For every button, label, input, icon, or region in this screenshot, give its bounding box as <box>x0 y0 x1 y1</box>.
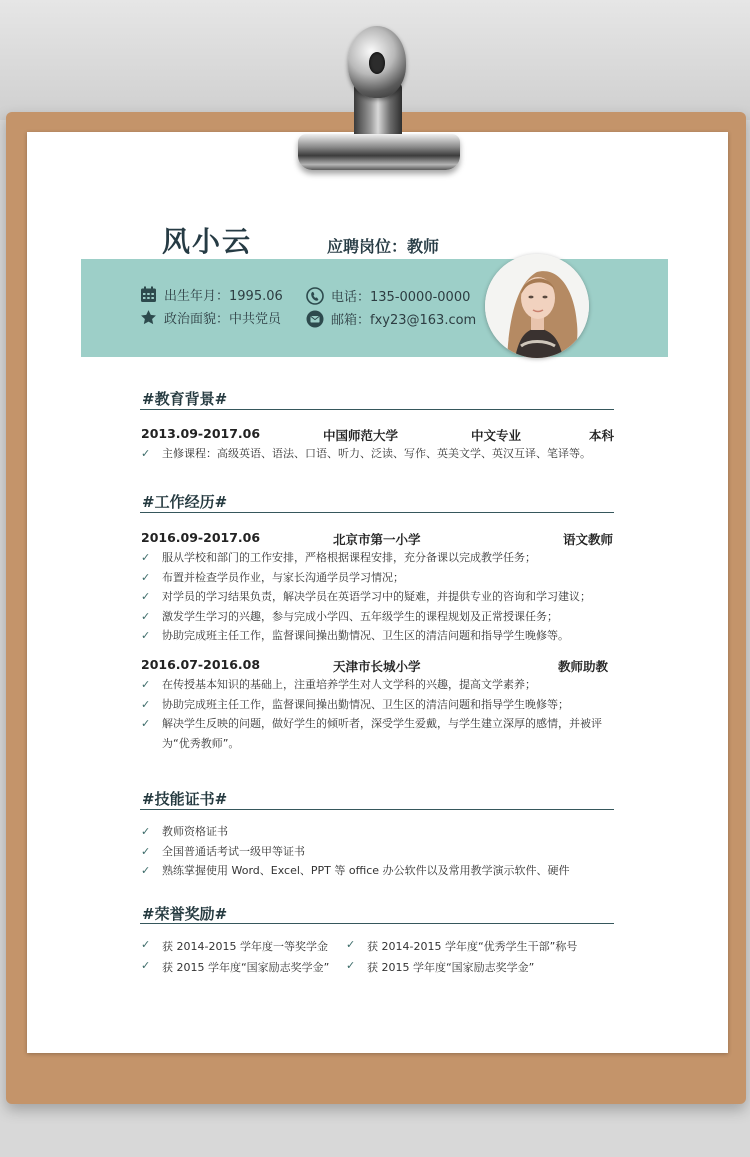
binder-clip <box>296 22 462 172</box>
education-list <box>141 444 621 464</box>
list-item: ✓ 协助完成班主任工作，监督课间操出勤情况、卫生区的清洁问题和指导学生晚修等。 <box>141 626 621 646</box>
job-role: 教师助教 <box>558 659 609 674</box>
section-divider <box>140 923 614 924</box>
job-duties-list <box>141 548 621 646</box>
job-org: 北京市第一小学 <box>333 532 421 547</box>
check-icon: ✓ <box>141 678 151 691</box>
check-icon: ✓ <box>141 717 151 731</box>
birth-info: 出生年月：1995.06 <box>139 285 283 304</box>
check-icon: ✓ <box>141 844 151 858</box>
list-item: ✓ 解决学生反映的问题，做好学生的倾听者，深受学生爱戴，与学生建立深厚的感情，并被评为“优秀教师”。 <box>141 714 621 753</box>
check-icon: ✓ <box>141 864 151 878</box>
section-title-honors: #荣誉奖励# <box>142 905 228 923</box>
star-icon <box>139 309 157 327</box>
education-school: 中国师范大学 <box>323 428 399 443</box>
education-degree: 本科 <box>589 428 615 443</box>
list-item: ✓ 布置并检查学员作业，与家长沟通学员学习情况； <box>141 568 621 588</box>
check-icon: ✓ <box>141 697 151 711</box>
section-divider <box>140 409 614 410</box>
job-date: 2016.09-2017.06 <box>141 530 261 545</box>
email-info: 邮箱：fxy23@163.com <box>306 309 476 328</box>
list-item: ✓ 协助完成班主任工作，监督课间操出勤情况、卫生区的清洁问题和指导学生晚修等； <box>141 695 621 715</box>
check-icon: ✓ <box>346 959 356 972</box>
check-icon: ✓ <box>141 447 151 460</box>
list-item: ✓ 服从学校和部门的工作安排，严格根据课程安排，充分备课以完成教学任务； <box>141 548 621 568</box>
section-divider <box>140 512 614 513</box>
avatar <box>485 254 589 358</box>
phone-info: 电话：135-0000-0000 <box>306 286 470 305</box>
education-major: 中文专业 <box>471 428 522 443</box>
job-duties-list <box>141 675 621 753</box>
list-item: ✓ 对学员的学习结果负责，解决学员在英语学习中的疑难，并提供专业的咨询和学习建议； <box>141 587 621 607</box>
list-item: ✓ 在传授基本知识的基础上，注重培养学生对人文学科的兴趣，提高文学素养； <box>141 675 621 695</box>
check-icon: ✓ <box>141 938 151 951</box>
section-title-work: #工作经历# <box>142 493 228 511</box>
applied-position: 应聘岗位：教师 <box>327 237 440 256</box>
list-item: ✓ 获 2014-2015 学年度一等奖学金 <box>141 938 328 953</box>
section-title-skills: #技能证书# <box>142 790 228 808</box>
check-icon: ✓ <box>141 959 151 972</box>
candidate-name: 风小云 <box>162 225 253 258</box>
list-item: ✓ 主修课程：高级英语、语法、口语、听力、泛读、写作、英美文学、英汉互译、笔译等。 <box>141 444 621 464</box>
job-role: 语文教师 <box>563 532 614 547</box>
list-item: ✓ 激发学生学习的兴趣，参与完成小学四、五年级学生的课程规划及正常授课任务； <box>141 607 621 627</box>
list-item: ✓ 教师资格证书 <box>141 822 621 842</box>
check-icon: ✓ <box>346 938 356 951</box>
check-icon: ✓ <box>141 551 151 564</box>
list-item: ✓ 获 2015 学年度“国家励志奖学金” <box>346 959 535 974</box>
job-date: 2016.07-2016.08 <box>141 657 261 672</box>
check-icon: ✓ <box>141 570 151 584</box>
phone-icon <box>306 287 324 305</box>
calendar-icon <box>139 286 157 304</box>
check-icon: ✓ <box>141 629 151 643</box>
politics-info: 政治面貌：中共党员 <box>139 308 281 327</box>
list-item: ✓ 全国普通话考试一级甲等证书 <box>141 842 621 862</box>
education-date: 2013.09-2017.06 <box>141 426 261 441</box>
skills-list <box>141 822 621 881</box>
job-org: 天津市长城小学 <box>333 659 421 674</box>
list-item: ✓ 获 2015 学年度“国家励志奖学金” <box>141 959 330 974</box>
check-icon: ✓ <box>141 825 151 838</box>
list-item: ✓ 熟练掌握使用 Word、Excel、PPT 等 office 办公软件以及常用教学演示软件、硬件 <box>141 861 621 881</box>
check-icon: ✓ <box>141 590 151 604</box>
list-item: ✓ 获 2014-2015 学年度“优秀学生干部”称号 <box>346 938 578 953</box>
section-title-education: #教育背景# <box>142 390 228 408</box>
section-divider <box>140 809 614 810</box>
check-icon: ✓ <box>141 609 151 623</box>
mail-icon <box>306 310 324 328</box>
